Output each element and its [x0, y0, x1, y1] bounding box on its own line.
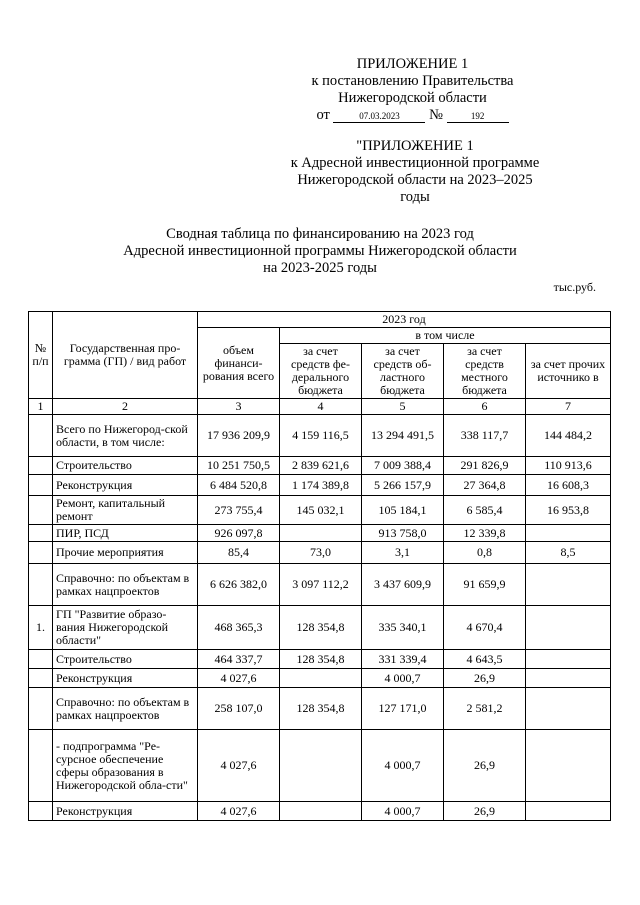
cell-other	[526, 688, 611, 730]
cell-name: Справочно: по объектам в рамках нацпроектов	[53, 564, 198, 606]
cell-num	[29, 457, 53, 475]
cell-name: Строительство	[53, 650, 198, 669]
table-row	[29, 542, 611, 564]
table-row	[29, 802, 611, 821]
title-line-1: Сводная таблица по финансированию на 2023 год	[166, 226, 474, 242]
table-row	[29, 688, 611, 730]
cell-name: ГП "Развитие образо-вания Нижегородской области"	[53, 606, 198, 650]
cell-regional: 4 000,7	[362, 802, 444, 821]
cell-federal: 128 354,8	[280, 606, 362, 650]
cell-federal	[280, 802, 362, 821]
cell-total: 4 027,6	[198, 669, 280, 688]
cell-regional: 13 294 491,5	[362, 415, 444, 457]
cell-local: 4 670,4	[444, 606, 526, 650]
cell-local: 291 826,9	[444, 457, 526, 475]
table-row	[29, 415, 611, 457]
cell-federal: 73,0	[280, 542, 362, 564]
header-including: в том числе	[280, 328, 611, 344]
cell-federal: 145 032,1	[280, 496, 362, 525]
cell-federal: 2 839 621,6	[280, 457, 362, 475]
cell-other	[526, 564, 611, 606]
cell-other	[526, 669, 611, 688]
cell-federal: 1 174 389,8	[280, 475, 362, 496]
cell-num	[29, 475, 53, 496]
cell-name: - подпрограмма "Ре-сурсное обеспечение сферы образования в Нижегородской обла-сти"	[53, 730, 198, 802]
cell-name: Ремонт, капитальный ремонт	[53, 496, 198, 525]
cell-federal	[280, 730, 362, 802]
cell-local: 2 581,2	[444, 688, 526, 730]
cell-other	[526, 606, 611, 650]
date-field: 07.03.2023	[333, 111, 425, 123]
cell-total: 6 626 382,0	[198, 564, 280, 606]
cell-federal	[280, 525, 362, 542]
table-row	[29, 606, 611, 650]
table-row	[29, 475, 611, 496]
cell-name: Реконструкция	[53, 669, 198, 688]
cell-total: 464 337,7	[198, 650, 280, 669]
cell-total: 273 755,4	[198, 496, 280, 525]
cell-num	[29, 802, 53, 821]
cell-regional: 7 009 388,4	[362, 457, 444, 475]
cell-local: 338 117,7	[444, 415, 526, 457]
cell-local: 91 659,9	[444, 564, 526, 606]
col-number: 6	[444, 399, 526, 415]
table-row	[29, 525, 611, 542]
cell-regional: 127 171,0	[362, 688, 444, 730]
cell-total: 4 027,6	[198, 730, 280, 802]
table-body	[29, 415, 611, 821]
cell-num	[29, 650, 53, 669]
cell-name: Реконструкция	[53, 802, 198, 821]
cell-local: 0,8	[444, 542, 526, 564]
cell-local: 26,9	[444, 730, 526, 802]
cell-other	[526, 730, 611, 802]
header-other: за счет прочих источнико в	[526, 344, 611, 399]
cell-other: 16 953,8	[526, 496, 611, 525]
cell-name: Строительство	[53, 457, 198, 475]
program-appendix-header	[265, 138, 565, 206]
from-label: от	[316, 107, 330, 123]
header-total: объем финанси-рования всего	[198, 328, 280, 399]
cell-federal	[280, 669, 362, 688]
cell-other	[526, 525, 611, 542]
cell-num	[29, 496, 53, 525]
table-row	[29, 496, 611, 525]
cell-num	[29, 542, 53, 564]
header-federal: за счет средств фе-дерального бюджета	[280, 344, 362, 399]
table-header	[29, 312, 611, 415]
cell-total: 17 936 209,9	[198, 415, 280, 457]
cell-other	[526, 650, 611, 669]
number-field: 192	[447, 111, 509, 123]
cell-local: 6 585,4	[444, 496, 526, 525]
cell-total: 85,4	[198, 542, 280, 564]
cell-regional: 331 339,4	[362, 650, 444, 669]
header-regional: за счет средств об-ластного бюджета	[362, 344, 444, 399]
cell-regional: 335 340,1	[362, 606, 444, 650]
cell-federal: 3 097 112,2	[280, 564, 362, 606]
cell-local: 12 339,8	[444, 525, 526, 542]
title-line-2: Адресной инвестиционной программы Нижегородской области	[123, 243, 517, 259]
program-line-2: Нижегородской области на 2023–2025	[297, 172, 533, 188]
cell-total: 6 484 520,8	[198, 475, 280, 496]
column-numbers-row	[29, 399, 611, 415]
cell-regional: 4 000,7	[362, 669, 444, 688]
cell-name: Всего по Нижегород-ской области, в том числе:	[53, 415, 198, 457]
units-label: тыс.руб.	[553, 280, 596, 294]
header-num: № п/п	[29, 312, 53, 399]
cell-federal: 128 354,8	[280, 688, 362, 730]
table-row	[29, 564, 611, 606]
cell-num	[29, 525, 53, 542]
cell-local: 27 364,8	[444, 475, 526, 496]
cell-other: 8,5	[526, 542, 611, 564]
cell-total: 4 027,6	[198, 802, 280, 821]
cell-total: 926 097,8	[198, 525, 280, 542]
table-row	[29, 457, 611, 475]
resolution-line: к постановлению Правительства	[311, 73, 514, 89]
col-number: 3	[198, 399, 280, 415]
number-label: №	[429, 107, 443, 123]
col-number: 7	[526, 399, 611, 415]
cell-regional: 4 000,7	[362, 730, 444, 802]
cell-regional: 3,1	[362, 542, 444, 564]
cell-num	[29, 688, 53, 730]
cell-total: 10 251 750,5	[198, 457, 280, 475]
program-appendix-title: "ПРИЛОЖЕНИЕ 1	[356, 138, 474, 154]
cell-regional: 913 758,0	[362, 525, 444, 542]
cell-total: 258 107,0	[198, 688, 280, 730]
table-row	[29, 730, 611, 802]
appendix-title: ПРИЛОЖЕНИЕ 1	[356, 56, 469, 72]
cell-regional: 105 184,1	[362, 496, 444, 525]
cell-name: Реконструкция	[53, 475, 198, 496]
table-row	[29, 669, 611, 688]
cell-name: ПИР, ПСД	[53, 525, 198, 542]
table-row	[29, 650, 611, 669]
cell-num	[29, 415, 53, 457]
cell-regional: 5 266 157,9	[362, 475, 444, 496]
header-program: Государственная про-грамма (ГП) / вид работ	[53, 312, 198, 399]
cell-name: Справочно: по объектам в рамках нацпроектов	[53, 688, 198, 730]
col-number: 5	[362, 399, 444, 415]
cell-federal: 128 354,8	[280, 650, 362, 669]
cell-local: 4 643,5	[444, 650, 526, 669]
program-line-1: к Адресной инвестиционной программе	[290, 155, 540, 171]
program-line-3: годы	[400, 189, 430, 205]
col-number: 1	[29, 399, 53, 415]
header-year: 2023 год	[198, 312, 611, 328]
date-number-line	[300, 107, 525, 124]
cell-other: 110 913,6	[526, 457, 611, 475]
region-line: Нижегородской области	[338, 90, 487, 106]
cell-name: Прочие мероприятия	[53, 542, 198, 564]
financing-table	[28, 311, 611, 821]
cell-local: 26,9	[444, 802, 526, 821]
appendix-header	[300, 56, 525, 124]
cell-regional: 3 437 609,9	[362, 564, 444, 606]
cell-other: 16 608,3	[526, 475, 611, 496]
cell-num	[29, 564, 53, 606]
header-local: за счет средств местного бюджета	[444, 344, 526, 399]
col-number: 4	[280, 399, 362, 415]
cell-local: 26,9	[444, 669, 526, 688]
cell-other	[526, 802, 611, 821]
cell-other: 144 484,2	[526, 415, 611, 457]
cell-federal: 4 159 116,5	[280, 415, 362, 457]
cell-num	[29, 730, 53, 802]
cell-num	[29, 669, 53, 688]
title-line-3: на 2023-2025 годы	[263, 260, 377, 276]
col-number: 2	[53, 399, 198, 415]
document-title	[90, 226, 550, 277]
cell-num: 1.	[29, 606, 53, 650]
cell-total: 468 365,3	[198, 606, 280, 650]
